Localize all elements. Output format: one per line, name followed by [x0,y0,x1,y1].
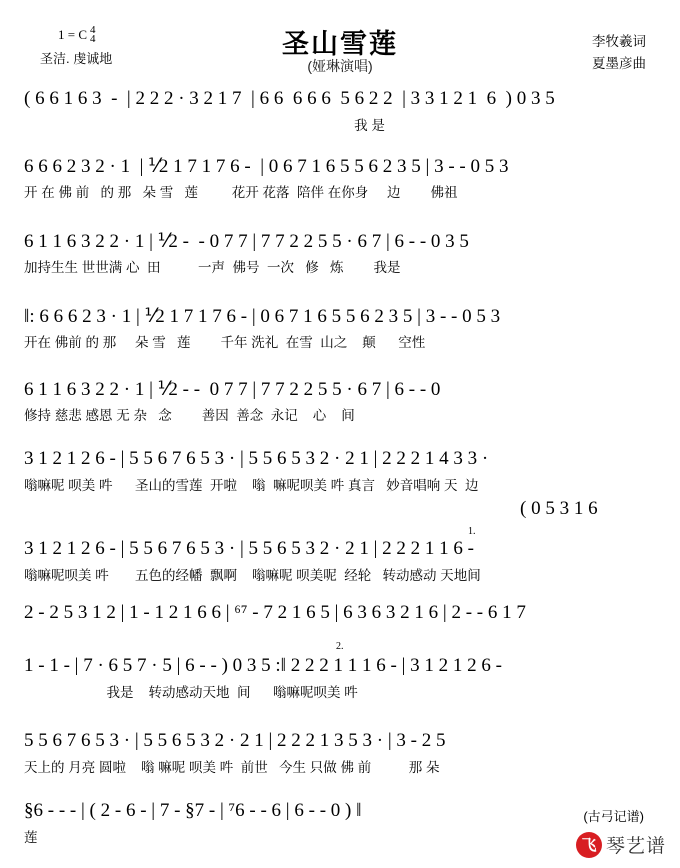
page-title: 圣山雪莲 [282,29,398,59]
pickup-notation: ( 0 5 3 1 6 [520,498,598,519]
performer-subtitle: (娅琳演唱) [307,58,373,74]
lyricist-credit: 李牧羲词 [592,34,646,49]
lyrics-line: 我是 转动感动天地 间 嗡嘛呢呗美 吽 [24,685,358,700]
notation-line: 6 6 6 2 3 2 · 1 | ⅟2 1 7 1 7 6 - | 0 6 7 1 6 5 5 6 2 3 5 | 3 - - 0 5 3 [24,156,509,177]
notation-line: 3 1 2 1 2 6 - | 5 5 6 7 6 5 3 · | 5 5 6 5 3 2 · 2 1 | 2 2 2 1 4 3 3 · [24,448,489,469]
lyrics-line: 修持 慈悲 感恩 无 杂 念 善因 善念 永记 心 间 [24,408,355,423]
notation-line: ( 6 6 1 6 3 - | 2 2 2 · 3 2 1 7 | 6 6 6 6 6 5 6 2 2 | 3 3 1 2 1 6 ) 0 3 5 [24,88,555,109]
transcriber-credit: (古弓记谱) [583,809,644,824]
lyrics-line: 开在 佛前 的 那 朵 雪 莲 千年 洗礼 在雪 山之 颠 空性 [24,335,426,350]
notation-line: 3 1 2 1 2 6 - | 5 5 6 7 6 5 3 · | 5 5 6 5 3 2 · 2 1 | 2 2 2 1 1 6 - [24,538,474,559]
lyrics-line: 嗡嘛呢呗美 吽 五色的经幡 飘啊 嗡嘛呢 呗美呢 经轮 转动感动 天地间 [24,568,481,583]
tempo-mood-marking: 圣洁. 虔诚地 [40,51,113,66]
lyrics-line: 开 在 佛 前 的 那 朵 雪 莲 花开 花落 陪伴 在你身 边 佛祖 [24,185,458,200]
notation-line: §6 - - - | ( 2 - 6 - | 7 - §7 - | ⁷6 - - 6 | 6 - - 0 ) ‖ [24,800,362,821]
second-ending-label: 2. [336,641,344,652]
notation-line: 1 - 1 - | 7 · 6 5 7 · 5 | 6 - - ) 0 3 5 :‖ 2 2 2 1 1 1 6 - | 3 1 2 1 2 6 - [24,655,502,676]
notation-line: 2 - 2 5 3 1 2 | 1 - 1 2 1 6 6 | ⁶⁷ - 7 2 1 6 5 | 6 3 6 3 2 1 6 | 2 - - 6 1 7 [24,602,526,623]
composer-credit: 夏墨彦曲 [592,56,646,71]
notation-line: ‖: 6 6 6 2 3 · 1 | ⅟2 1 7 1 7 6 - | 0 6 7 1 6 5 5 6 2 3 5 | 3 - - 0 5 3 [24,306,501,327]
lyrics-line: 莲 [24,830,38,845]
logo-mark-icon: 飞 [576,832,602,858]
notation-line: 6 1 1 6 3 2 2 · 1 | ⅟2 - - 0 7 7 | 7 7 2 2 5 5 · 6 7 | 6 - - 0 [24,379,441,400]
site-logo[interactable] [576,831,666,858]
notation-line: 5 5 6 7 6 5 3 · | 5 5 6 5 3 2 · 2 1 | 2 2 2 1 3 5 3 · | 3 - 2 5 [24,730,446,751]
logo-text: 琴艺谱 [605,836,666,857]
lyrics-line: 加持生生 世世满 心 田 一声 佛号 一次 修 炼 我是 [24,260,401,275]
lyrics-line: 嗡嘛呢 呗美 吽 圣山的雪莲 开啦 嗡 嘛呢呗美 吽 真言 妙音唱响 天 边 [24,478,479,493]
key-label: 1 = C [58,27,88,42]
meter-top: 4 [90,24,96,36]
meter-bottom: 4 [90,33,96,45]
notation-line: 6 1 1 6 3 2 2 · 1 | ⅟2 - - 0 7 7 | 7 7 2 2 5 5 · 6 7 | 6 - - 0 3 5 [24,231,469,252]
first-ending-label: 1. [468,526,476,537]
lyrics-line: 天上的 月亮 圆啦 嗡 嘛呢 呗美 吽 前世 今生 只做 佛 前 那 朵 [24,760,440,775]
lyrics-line: 我 是 [24,118,385,133]
